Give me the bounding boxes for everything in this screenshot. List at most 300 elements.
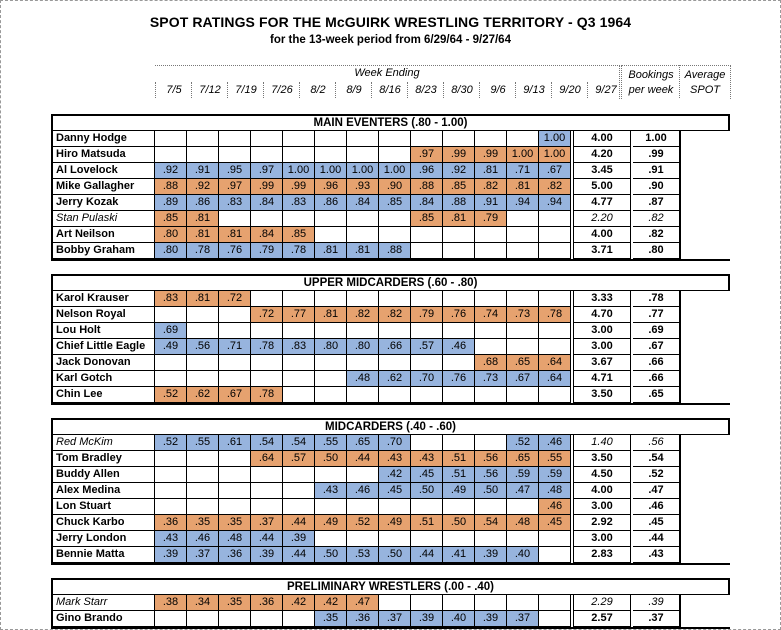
week-rating-cell: [347, 467, 379, 483]
wrestler-name: Buddy Allen: [51, 467, 155, 483]
week-rating-cell: .65: [347, 435, 379, 451]
average-spot: .54: [633, 451, 681, 467]
week-rating-cell: [155, 371, 187, 387]
table-row: [51, 451, 730, 467]
week-rating-cell: [443, 227, 475, 243]
week-rating-cell: .67: [219, 387, 251, 403]
week-rating-cell: [539, 243, 571, 259]
week-rating-cell: [411, 291, 443, 307]
week-rating-cell: .76: [443, 307, 475, 323]
week-rating-cell: .64: [539, 371, 571, 387]
week-rating-cell: .82: [379, 307, 411, 323]
week-rating-cell: [411, 595, 443, 611]
week-rating-cell: .80: [155, 227, 187, 243]
average-spot: .65: [633, 387, 681, 403]
week-header: 7/26: [263, 82, 300, 98]
week-rating-cell: .86: [187, 195, 219, 211]
week-rating-cell: [443, 531, 475, 547]
week-rating-cell: .39: [475, 611, 507, 627]
week-rating-cell: .81: [187, 211, 219, 227]
week-rating-cell: .92: [187, 179, 219, 195]
week-rating-cell: [315, 531, 347, 547]
week-rating-cell: [347, 211, 379, 227]
week-rating-cell: [283, 323, 315, 339]
week-rating-cell: [283, 387, 315, 403]
section-title: MIDCARDERS (.40 - .60): [51, 418, 730, 435]
average-spot: .67: [633, 339, 681, 355]
table-row: [51, 195, 730, 211]
week-rating-cell: .49: [315, 515, 347, 531]
wrestler-name: Mike Gallagher: [51, 179, 155, 195]
week-rating-cell: .37: [507, 611, 539, 627]
week-rating-cell: [379, 211, 411, 227]
bookings-per-week: 5.00: [573, 179, 631, 195]
week-rating-cell: [443, 323, 475, 339]
week-rating-cell: .85: [155, 211, 187, 227]
week-rating-cell: .83: [219, 195, 251, 211]
table-row: [51, 291, 730, 307]
week-rating-cell: [507, 499, 539, 515]
week-rating-cell: [347, 355, 379, 371]
week-rating-cell: [155, 483, 187, 499]
week-rating-cell: .51: [411, 515, 443, 531]
week-rating-cell: [539, 211, 571, 227]
week-rating-cell: [475, 291, 507, 307]
week-rating-cell: [475, 435, 507, 451]
week-rating-cell: .42: [379, 467, 411, 483]
week-header: 8/2: [299, 82, 336, 98]
week-rating-cell: [187, 451, 219, 467]
week-rating-cell: [315, 291, 347, 307]
week-rating-cell: [475, 499, 507, 515]
wrestler-name: Bennie Matta: [51, 547, 155, 563]
week-rating-cell: .38: [155, 595, 187, 611]
week-rating-cell: [315, 467, 347, 483]
bookings-per-week: 2.92: [573, 515, 631, 531]
week-rating-cell: .54: [475, 515, 507, 531]
week-rating-cell: .48: [507, 515, 539, 531]
week-rating-cell: [379, 595, 411, 611]
week-rating-cell: [283, 467, 315, 483]
week-rating-cell: [411, 435, 443, 451]
week-rating-cell: .96: [315, 179, 347, 195]
week-rating-cell: [155, 147, 187, 163]
week-rating-cell: [251, 355, 283, 371]
week-rating-cell: .35: [219, 515, 251, 531]
week-rating-cell: [219, 611, 251, 627]
average-spot: .77: [633, 307, 681, 323]
week-rating-cell: .83: [155, 291, 187, 307]
week-rating-cell: .50: [315, 547, 347, 563]
week-rating-cell: [475, 227, 507, 243]
week-rating-cell: [283, 371, 315, 387]
week-rating-cell: 1.00: [539, 147, 571, 163]
wrestler-name: Karol Krauser: [51, 291, 155, 307]
week-rating-cell: .84: [411, 195, 443, 211]
week-rating-cell: [219, 499, 251, 515]
week-rating-cell: .99: [251, 179, 283, 195]
week-rating-cell: 1.00: [283, 163, 315, 179]
week-rating-cell: .56: [187, 339, 219, 355]
week-rating-cell: .84: [347, 195, 379, 211]
week-rating-cell: [443, 595, 475, 611]
week-rating-cell: .46: [347, 483, 379, 499]
week-rating-cell: .72: [251, 307, 283, 323]
week-rating-cell: [283, 355, 315, 371]
average-spot: .47: [633, 483, 681, 499]
week-rating-cell: .54: [283, 435, 315, 451]
week-rating-cell: [347, 147, 379, 163]
average-spot: .90: [633, 179, 681, 195]
week-rating-cell: .37: [251, 515, 283, 531]
week-header: 7/12: [191, 82, 228, 98]
week-rating-cell: [475, 595, 507, 611]
week-rating-cell: .73: [475, 371, 507, 387]
week-rating-cell: [539, 339, 571, 355]
week-rating-cell: .36: [251, 595, 283, 611]
week-rating-cell: [347, 291, 379, 307]
week-rating-cell: [379, 499, 411, 515]
week-rating-cell: .85: [379, 195, 411, 211]
week-rating-cell: [219, 323, 251, 339]
week-header: 9/20: [551, 82, 588, 98]
week-rating-cell: .57: [283, 451, 315, 467]
bookings-per-week: 3.50: [573, 387, 631, 403]
week-rating-cell: [411, 355, 443, 371]
week-rating-cell: [379, 355, 411, 371]
week-rating-cell: .97: [411, 147, 443, 163]
week-rating-cell: .81: [507, 179, 539, 195]
week-rating-cell: .64: [251, 451, 283, 467]
week-rating-cell: .91: [475, 195, 507, 211]
week-rating-cell: [347, 131, 379, 147]
week-rating-cell: .84: [251, 227, 283, 243]
section-2: [51, 418, 730, 565]
week-rating-cell: .67: [539, 163, 571, 179]
week-rating-cell: 1.00: [315, 163, 347, 179]
week-rating-cell: .57: [411, 339, 443, 355]
week-rating-cell: .78: [187, 243, 219, 259]
week-rating-cell: [411, 323, 443, 339]
section-bottom-rule: [51, 563, 730, 565]
week-rating-cell: .48: [539, 483, 571, 499]
week-rating-cell: .65: [507, 451, 539, 467]
week-rating-cell: [347, 323, 379, 339]
bookings-per-week: 3.67: [573, 355, 631, 371]
week-header: 7/19: [227, 82, 264, 98]
week-rating-cell: .78: [539, 307, 571, 323]
week-rating-cell: .82: [475, 179, 507, 195]
week-rating-cell: .42: [283, 595, 315, 611]
week-rating-cell: .41: [443, 547, 475, 563]
week-rating-cell: [155, 467, 187, 483]
week-rating-cell: [219, 483, 251, 499]
week-rating-cell: .71: [219, 339, 251, 355]
week-rating-cell: [187, 147, 219, 163]
week-rating-cell: .35: [315, 611, 347, 627]
week-rating-cell: .74: [475, 307, 507, 323]
table-row: [51, 483, 730, 499]
week-rating-cell: .50: [411, 483, 443, 499]
average-spot: .37: [633, 611, 681, 627]
bookings-per-week: 2.20: [573, 211, 631, 227]
week-rating-cell: .46: [539, 435, 571, 451]
week-header: 9/13: [515, 82, 552, 98]
week-rating-cell: [251, 499, 283, 515]
week-rating-cell: [347, 531, 379, 547]
week-rating-cell: [187, 611, 219, 627]
week-rating-cell: [347, 227, 379, 243]
week-rating-cell: .77: [283, 307, 315, 323]
bookings-per-week: 3.00: [573, 339, 631, 355]
week-rating-cell: .99: [443, 147, 475, 163]
week-rating-cell: .44: [411, 547, 443, 563]
week-rating-cell: [187, 355, 219, 371]
bookings-per-week: 4.50: [573, 467, 631, 483]
week-rating-cell: .85: [283, 227, 315, 243]
week-rating-cell: .91: [187, 163, 219, 179]
week-rating-cell: .46: [187, 531, 219, 547]
bookings-per-week: 2.57: [573, 611, 631, 627]
week-rating-cell: .52: [155, 387, 187, 403]
week-rating-cell: .78: [283, 243, 315, 259]
bookings-per-week: 4.70: [573, 307, 631, 323]
page-subtitle: for the 13-week period from 6/29/64 - 9/27/64: [270, 34, 511, 46]
bookings-header-2: per week: [628, 84, 674, 96]
week-rating-cell: [379, 147, 411, 163]
table-row: [51, 339, 730, 355]
week-rating-cell: [251, 371, 283, 387]
table-row: [51, 467, 730, 483]
week-rating-cell: [219, 211, 251, 227]
week-rating-cell: [507, 243, 539, 259]
week-rating-cell: [411, 243, 443, 259]
bookings-per-week: 4.20: [573, 147, 631, 163]
table-row: [51, 611, 730, 627]
week-header: 9/6: [479, 82, 516, 98]
week-rating-cell: .50: [443, 515, 475, 531]
week-rating-cell: .88: [155, 179, 187, 195]
week-rating-cell: [283, 211, 315, 227]
average-spot: .39: [633, 595, 681, 611]
average-spot: .52: [633, 467, 681, 483]
week-rating-cell: .53: [347, 547, 379, 563]
week-rating-cell: .84: [251, 195, 283, 211]
bookings-per-week: 4.00: [573, 131, 631, 147]
week-rating-cell: .86: [315, 195, 347, 211]
week-rating-cell: .93: [347, 179, 379, 195]
bookings-header-1: Bookings: [628, 69, 674, 81]
wrestler-name: Tom Bradley: [51, 451, 155, 467]
week-rating-cell: .71: [507, 163, 539, 179]
week-rating-cell: [443, 243, 475, 259]
average-spot: .46: [633, 499, 681, 515]
week-rating-cell: .80: [155, 243, 187, 259]
week-rating-cell: [155, 307, 187, 323]
week-rating-cell: [443, 131, 475, 147]
week-rating-cell: .88: [443, 195, 475, 211]
average-spot: .87: [633, 195, 681, 211]
week-rating-cell: [315, 499, 347, 515]
wrestler-name: Jerry London: [51, 531, 155, 547]
week-rating-cell: [219, 451, 251, 467]
week-rating-cell: [379, 387, 411, 403]
week-rating-cell: .54: [251, 435, 283, 451]
bookings-per-week: 3.45: [573, 163, 631, 179]
week-rating-cell: .48: [347, 371, 379, 387]
week-rating-cell: [411, 387, 443, 403]
week-rating-cell: [539, 531, 571, 547]
week-rating-cell: .81: [475, 163, 507, 179]
table-row: [51, 163, 730, 179]
section-title: PRELIMINARY WRESTLERS (.00 - .40): [51, 578, 730, 595]
table-row: [51, 131, 730, 147]
wrestler-name: Bobby Graham: [51, 243, 155, 259]
bookings-per-week: 3.71: [573, 243, 631, 259]
week-rating-cell: .76: [443, 371, 475, 387]
week-rating-cell: [539, 323, 571, 339]
week-rating-cell: [251, 147, 283, 163]
wrestler-name: Chuck Karbo: [51, 515, 155, 531]
week-rating-cell: [539, 595, 571, 611]
table-row: [51, 227, 730, 243]
week-rating-cell: [315, 371, 347, 387]
week-rating-cell: .97: [219, 179, 251, 195]
wrestler-name: Hiro Matsuda: [51, 147, 155, 163]
week-rating-cell: 1.00: [539, 131, 571, 147]
week-rating-cell: .35: [187, 515, 219, 531]
week-rating-cell: .85: [411, 211, 443, 227]
week-rating-cell: .83: [283, 195, 315, 211]
week-rating-cell: [379, 131, 411, 147]
week-rating-cell: [379, 291, 411, 307]
week-rating-cell: [379, 227, 411, 243]
week-rating-cell: .99: [283, 179, 315, 195]
table-row: [51, 595, 730, 611]
week-rating-cell: .52: [507, 435, 539, 451]
week-rating-cell: .81: [187, 227, 219, 243]
week-rating-cell: .65: [507, 355, 539, 371]
wrestler-name: Mark Starr: [51, 595, 155, 611]
average-spot: .82: [633, 211, 681, 227]
wrestler-name: Chin Lee: [51, 387, 155, 403]
week-rating-cell: .92: [155, 163, 187, 179]
week-rating-cell: [507, 387, 539, 403]
table-row: [51, 179, 730, 195]
table-row: [51, 147, 730, 163]
week-rating-cell: [219, 467, 251, 483]
week-rating-cell: .43: [379, 451, 411, 467]
week-rating-cell: .81: [187, 291, 219, 307]
average-header-1: Average: [684, 69, 726, 81]
wrestler-name: Lon Stuart: [51, 499, 155, 515]
week-rating-cell: [507, 211, 539, 227]
week-rating-cell: .72: [219, 291, 251, 307]
week-rating-cell: .51: [443, 467, 475, 483]
bookings-per-week: 3.50: [573, 451, 631, 467]
week-rating-cell: [219, 355, 251, 371]
week-rating-cell: [283, 611, 315, 627]
week-rating-cell: [379, 323, 411, 339]
week-rating-cell: [475, 131, 507, 147]
table-row: [51, 435, 730, 451]
week-rating-cell: .92: [443, 163, 475, 179]
average-spot: .69: [633, 323, 681, 339]
week-rating-cell: .70: [411, 371, 443, 387]
wrestler-name: Nelson Royal: [51, 307, 155, 323]
week-rating-cell: .73: [507, 307, 539, 323]
average-spot: .43: [633, 547, 681, 563]
bookings-per-week: 3.00: [573, 323, 631, 339]
week-rating-cell: [251, 483, 283, 499]
section-bottom-rule: [51, 403, 730, 405]
week-rating-cell: .68: [475, 355, 507, 371]
wrestler-name: Jack Donovan: [51, 355, 155, 371]
week-rating-cell: [283, 291, 315, 307]
week-rating-cell: [187, 467, 219, 483]
week-rating-cell: .50: [475, 483, 507, 499]
week-rating-cell: [475, 339, 507, 355]
week-rating-cell: .52: [155, 435, 187, 451]
week-rating-cell: .49: [443, 483, 475, 499]
week-rating-cell: [507, 227, 539, 243]
week-rating-cell: [219, 147, 251, 163]
week-rating-cell: .47: [347, 595, 379, 611]
bookings-per-week: 3.33: [573, 291, 631, 307]
average-spot: 1.00: [633, 131, 681, 147]
week-rating-cell: .79: [475, 211, 507, 227]
week-rating-cell: .88: [379, 243, 411, 259]
table-row: [51, 531, 730, 547]
wrestler-name: Al Lovelock: [51, 163, 155, 179]
week-rating-cell: [315, 387, 347, 403]
week-rating-cell: [155, 499, 187, 515]
week-rating-cell: [539, 611, 571, 627]
week-rating-cell: .96: [411, 163, 443, 179]
week-rating-cell: .83: [283, 339, 315, 355]
week-rating-cell: .43: [315, 483, 347, 499]
week-rating-cell: .37: [187, 547, 219, 563]
week-rating-cell: .37: [379, 611, 411, 627]
week-rating-cell: 1.00: [347, 163, 379, 179]
week-rating-cell: .97: [251, 163, 283, 179]
week-rating-cell: .64: [539, 355, 571, 371]
week-rating-cell: .80: [347, 339, 379, 355]
week-rating-cell: [475, 387, 507, 403]
week-rating-cell: .66: [379, 339, 411, 355]
wrestler-name: Jerry Kozak: [51, 195, 155, 211]
week-rating-cell: .90: [379, 179, 411, 195]
week-rating-cell: [187, 499, 219, 515]
week-rating-cell: [219, 307, 251, 323]
week-ending-label: Week Ending: [354, 67, 420, 79]
wrestler-name: Chief Little Eagle: [51, 339, 155, 355]
week-rating-cell: .55: [187, 435, 219, 451]
week-rating-cell: .43: [411, 451, 443, 467]
average-spot: .91: [633, 163, 681, 179]
week-rating-cell: .34: [187, 595, 219, 611]
week-rating-cell: .56: [475, 451, 507, 467]
week-rating-cell: .67: [507, 371, 539, 387]
week-rating-cell: [507, 131, 539, 147]
table-row: [51, 515, 730, 531]
section-0: [51, 114, 730, 261]
week-rating-cell: [283, 499, 315, 515]
week-rating-cell: [251, 131, 283, 147]
week-rating-cell: .59: [539, 467, 571, 483]
week-rating-cell: [443, 435, 475, 451]
week-rating-cell: [411, 531, 443, 547]
